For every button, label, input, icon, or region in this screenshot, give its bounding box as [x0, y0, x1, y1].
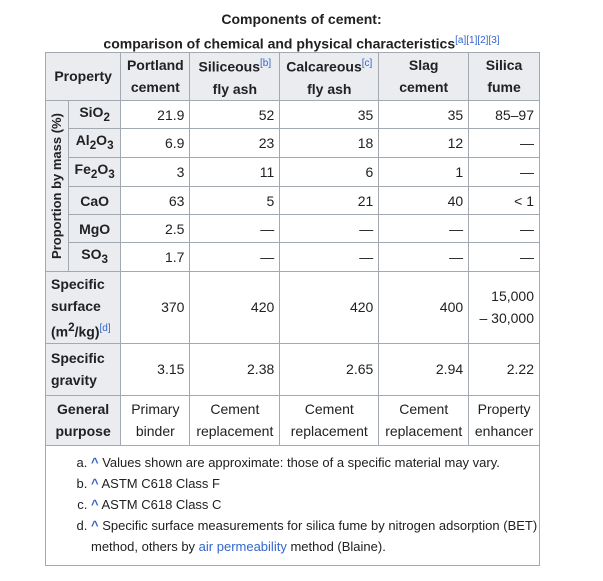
table-cell: 3.15 — [121, 343, 190, 395]
row-label-specific-surface: Specific surface $(m^2/kg)[d]$ — [46, 271, 121, 343]
table-cell: Cement replacement — [190, 395, 280, 445]
footnote-b: b. ^ ASTM C618 Class F — [91, 473, 539, 494]
table-cell: 21.9 — [121, 100, 190, 129]
ref-d[interactable]: [d] — [99, 322, 111, 334]
table-cell: Primary binder — [121, 395, 190, 445]
footnote-d: d. ^ Specific surface measurements for silica fume by nitrogen adsorption (BET) method, others by air permeability method (Blaine). — [91, 515, 539, 557]
table-cell: 18 — [280, 129, 379, 158]
table-cell: Property enhancer — [469, 395, 540, 445]
table-cell: 2.94 — [379, 343, 469, 395]
table-row — [46, 243, 540, 272]
caption-line-2 — [0, 30, 603, 55]
table-cell: 420 — [190, 271, 280, 343]
col-header-siliceous: Siliceous[b] fly ash — [190, 53, 280, 101]
footnote-a: a. ^ Values shown are approximate: those of a specific material may vary. — [91, 452, 539, 473]
table-cell: 2.5 — [121, 215, 190, 243]
table-row — [46, 271, 540, 343]
row-label-mgo: MgO — [69, 215, 121, 243]
table-cell: 420 — [280, 271, 379, 343]
row-label-specific-gravity: Specific gravity — [46, 343, 121, 395]
col-header-calcareous: Calcareous[c] fly ash — [280, 53, 379, 101]
table-cell: 3 — [121, 158, 190, 187]
table-cell: — — [190, 243, 280, 272]
table-cell: — — [280, 243, 379, 272]
col-header-silica: Silica fume — [469, 53, 540, 101]
property-header: Property — [46, 53, 121, 101]
table-cell: 2.22 — [469, 343, 540, 395]
table-cell: 6 — [280, 158, 379, 187]
table-cell: 5 — [190, 187, 280, 215]
caption-refs[interactable]: [a][1][2][3] — [455, 35, 500, 46]
table-cell: 63 — [121, 187, 190, 215]
row-label-cao: CaO — [69, 187, 121, 215]
table-cell: 52 — [190, 100, 280, 129]
footnotes — [45, 446, 540, 566]
table-row — [46, 129, 540, 158]
table-cell: 1.7 — [121, 243, 190, 272]
table-cell: 6.9 — [121, 129, 190, 158]
table-cell: 23 — [190, 129, 280, 158]
table-row — [46, 100, 540, 129]
row-label-general-purpose: General purpose — [46, 395, 121, 445]
cement-comparison-table — [45, 52, 540, 446]
table-cell: 2.38 — [190, 343, 280, 395]
col-header-portland: Portland cement — [121, 53, 190, 101]
cement-table-container — [45, 52, 540, 566]
table-cell: 400 — [379, 271, 469, 343]
table-cell: 11 — [190, 158, 280, 187]
caption-line-1: Components of cement: — [221, 11, 382, 27]
caption-line-2-text: comparison of chemical and physical characteristics — [103, 35, 456, 52]
table-cell: 12 — [379, 129, 469, 158]
row-label-al2o3: $Al_2O_3$ — [69, 129, 121, 158]
table-cell: 370 — [121, 271, 190, 343]
row-label-sio2: SiO$_2$ — [69, 100, 121, 129]
table-cell: — — [469, 129, 540, 158]
table-cell: Cement replacement — [280, 395, 379, 445]
table-cell: < 1 — [469, 187, 540, 215]
table-row — [46, 187, 540, 215]
table-cell: 1 — [379, 158, 469, 187]
table-cell: — — [280, 215, 379, 243]
header-row — [46, 53, 540, 101]
backlink-caret[interactable]: ^ — [91, 517, 99, 533]
table-cell: 21 — [280, 187, 379, 215]
col-header-slag: Slag cement — [379, 53, 469, 101]
table-cell: 40 — [379, 187, 469, 215]
table-cell: — — [379, 215, 469, 243]
table-cell: — — [469, 215, 540, 243]
table-cell: — — [469, 158, 540, 187]
backlink-caret[interactable]: ^ — [91, 454, 99, 470]
table-cell: — — [469, 243, 540, 272]
backlink-caret[interactable]: ^ — [91, 475, 99, 491]
footnote-c: c. ^ ASTM C618 Class C — [91, 494, 539, 515]
table-row — [46, 215, 540, 243]
mass-proportion-label: Proportion by mass (%) — [46, 100, 69, 271]
table-cell: — — [190, 215, 280, 243]
table-cell: 35 — [379, 100, 469, 129]
air-permeability-link[interactable]: air permeability — [198, 538, 287, 554]
table-cell: Cement replacement — [379, 395, 469, 445]
table-caption — [0, 8, 603, 55]
table-row — [46, 343, 540, 395]
table-cell: — — [379, 243, 469, 272]
row-label-so3: $SO_3$ — [69, 243, 121, 272]
row-label-fe2o3: $Fe_2O_3$ — [69, 158, 121, 187]
table-row — [46, 158, 540, 187]
table-cell: 2.65 — [280, 343, 379, 395]
ref-b[interactable]: [b] — [260, 58, 272, 69]
table-cell: 35 — [280, 100, 379, 129]
ref-c[interactable]: [c] — [361, 58, 373, 69]
table-cell: 85–97 — [469, 100, 540, 129]
table-row — [46, 395, 540, 445]
backlink-caret[interactable]: ^ — [91, 496, 99, 512]
table-cell: 15,000 – 30,000 — [469, 271, 540, 343]
